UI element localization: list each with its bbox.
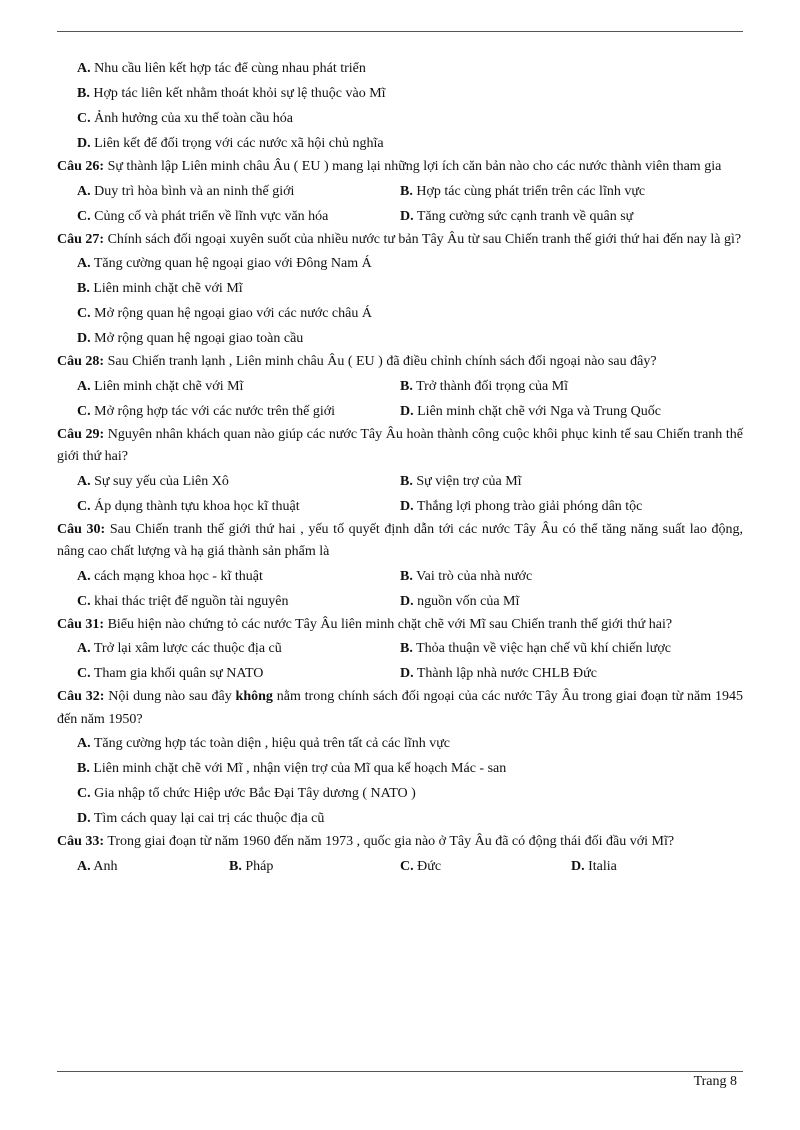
option-b: B. Hợp tác cùng phát triển trên các lĩnh vực (400, 183, 646, 199)
question-text: Câu 31: Biểu hiện nào chứng tỏ các nước Tây Âu liên minh chặt chẽ với Mĩ sau Chiến tranh thế giới thứ hai? (57, 616, 673, 632)
option-b: B. Sự viện trợ của Mĩ (400, 473, 522, 489)
options-row (57, 374, 743, 399)
option-d: D. Thắng lợi phong trào giải phóng dân tộc (400, 498, 643, 514)
page-number: Trang 8 (693, 1074, 737, 1089)
option-d: D. Mở rộng quan hệ ngoại giao toàn cầu (77, 331, 304, 346)
question-28 (57, 351, 743, 424)
options-row (57, 469, 743, 494)
option-b: B. Vai trò của nhà nước (400, 568, 533, 584)
leading-options (57, 56, 743, 156)
question-29 (57, 424, 743, 519)
question-text: Câu 30: Sau Chiến tranh thế giới thứ hai , yếu tố quyết định dẫn tới các nước Tây Âu có thể tăng năng suất lao động, nâng cao chất lượng và hạ giá thành sản phẩm là (57, 521, 744, 559)
options-row (57, 494, 743, 519)
question-text: Câu 29: Nguyên nhân khách quan nào giúp các nước Tây Âu hoàn thành công cuộc khôi phục kinh tế sau Chiến tranh thế giới thứ hai? (57, 426, 743, 464)
option-b: B. Liên minh chặt chẽ với Mĩ (77, 281, 243, 296)
question-text: Câu 33: Trong giai đoạn từ năm 1960 đến năm 1973 , quốc gia nào ở Tây Âu đã có động thái đối đầu với Mĩ? (57, 834, 675, 849)
option-a: A. Trở lại xâm lược các thuộc địa cũ (77, 641, 282, 656)
header-rule (57, 31, 743, 32)
option-b: B. Liên minh chặt chẽ với Mĩ , nhận viện trợ của Mĩ qua kế hoạch Mác - san (77, 761, 507, 776)
option-c: C. Mở rộng hợp tác với các nước trên thế giới (77, 403, 336, 419)
options-row (57, 179, 743, 204)
option: C. Ảnh hưởng của xu thế toàn cầu hóa (77, 111, 294, 126)
question-32 (57, 686, 743, 831)
option-a: A. Duy trì hòa bình và an ninh thế giới (77, 183, 295, 199)
option-a: A. Sự suy yếu của Liên Xô (77, 473, 229, 489)
option-d: D. Liên minh chặt chẽ với Nga và Trung Quốc (400, 403, 661, 419)
question-33 (57, 831, 743, 879)
option-d: D. Tăng cường sức cạnh tranh về quân sự (400, 208, 634, 224)
option: A. Nhu cầu liên kết hợp tác để cùng nhau phát triển (77, 61, 366, 76)
option-b: B. Trở thành đối trọng của Mĩ (400, 378, 569, 394)
option-d: D. nguồn vốn của Mĩ (400, 593, 520, 609)
options-row (57, 399, 743, 424)
option-c: C. Củng cố và phát triển về lĩnh vực văn hóa (77, 208, 329, 224)
option-c: C. Đức (400, 858, 442, 874)
question-text: Câu 27: Chính sách đối ngoại xuyên suốt của nhiều nước tư bản Tây Âu từ sau Chiến tranh thế giới thứ hai đến nay là gì? (57, 231, 742, 247)
options-row (57, 564, 743, 589)
option-a: A. Anh (77, 858, 118, 874)
option-a: A. Tăng cường quan hệ ngoại giao với Đông Nam Á (77, 256, 372, 271)
option: B. Hợp tác liên kết nhằm thoát khỏi sự lệ thuộc vào Mĩ (77, 86, 386, 101)
option-a: A. Liên minh chặt chẽ với Mĩ (77, 378, 244, 394)
footer-rule (57, 1071, 743, 1072)
option-d: D. Italia (571, 858, 617, 874)
options-row (57, 204, 743, 229)
options-row (57, 636, 743, 661)
option-b: B. Pháp (229, 858, 274, 874)
option: D. Liên kết để đối trọng với các nước xã hội chủ nghĩa (77, 136, 384, 151)
option-a: A. cách mạng khoa học - kĩ thuật (77, 568, 263, 584)
option-d: D. Thành lập nhà nước CHLB Đức (400, 666, 597, 681)
option-c: C. Áp dụng thành tựu khoa học kĩ thuật (77, 498, 300, 514)
question-27 (57, 229, 743, 352)
question-text: Câu 26: Sự thành lập Liên minh châu Âu ( EU ) mang lại những lợi ích căn bản nào cho các nước thành viên tham gia (57, 159, 722, 174)
option-c: C. khai thác triệt để nguồn tài nguyên (77, 593, 289, 609)
page-content (57, 56, 743, 879)
option-c: C. Mở rộng quan hệ ngoại giao với các nước châu Á (77, 306, 372, 321)
option-c: C. Gia nhập tổ chức Hiệp ước Bắc Đại Tây dương ( NATO ) (77, 786, 416, 801)
question-text: Câu 28: Sau Chiến tranh lạnh , Liên minh châu Âu ( EU ) đã điều chỉnh chính sách đối ngoại nào sau đây? (57, 354, 657, 369)
question-26 (57, 156, 743, 229)
option-d: D. Tìm cách quay lại cai trị các thuộc địa cũ (77, 811, 325, 826)
option-a: A. Tăng cường hợp tác toàn diện , hiệu quả trên tất cả các lĩnh vực (77, 736, 450, 751)
options-row (57, 661, 743, 686)
question-30 (57, 519, 743, 614)
options-row (57, 589, 743, 614)
question-31 (57, 614, 743, 687)
option-c: C. Tham gia khối quân sự NATO (77, 666, 264, 681)
question-text: Câu 32: Nội dung nào sau đây không nằm trong chính sách đối ngoại của các nước Tây Âu trong giai đoạn từ năm 1945 đến năm 1950? (57, 689, 743, 727)
option-b: B. Thỏa thuận về việc hạn chế vũ khí chiến lược (400, 641, 671, 656)
options-row (57, 854, 743, 879)
